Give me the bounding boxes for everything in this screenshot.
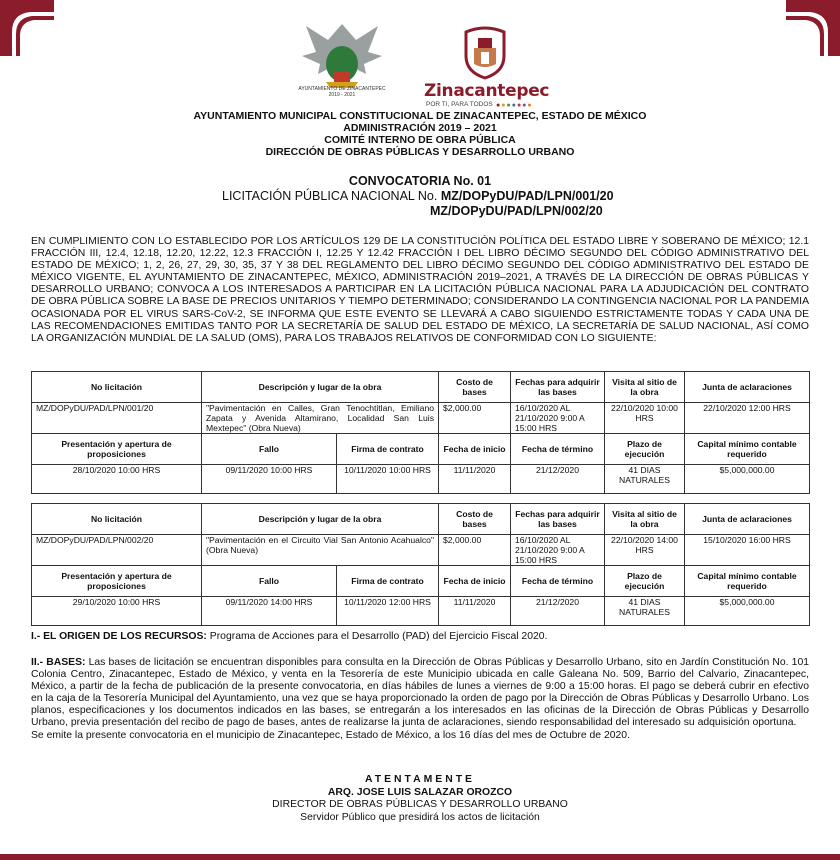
header-cell: Costo de bases bbox=[439, 372, 511, 403]
cell-junta: 22/10/2020 12:00 HRS bbox=[685, 403, 810, 434]
header-cell: Visita al sitio de la obra bbox=[605, 504, 685, 535]
brand-name: Zinacantepec bbox=[424, 81, 550, 101]
cell-firma: 10/11/2020 12:00 HRS bbox=[337, 597, 439, 626]
header-cell: Capital mínimo contable requerido bbox=[685, 566, 810, 597]
header-cell: Fecha de término bbox=[511, 566, 605, 597]
convocatoria-title-block bbox=[0, 174, 840, 189]
header-cell: Fechas para adquirir las bases bbox=[511, 372, 605, 403]
convocatoria-title: CONVOCATORIA No. 01 bbox=[348, 174, 492, 188]
header-cell: Fecha de inicio bbox=[439, 566, 511, 597]
table-header-row bbox=[32, 434, 810, 465]
table-header-row bbox=[32, 504, 810, 535]
origen-label: I.- EL ORIGEN DE LOS RECURSOS: bbox=[31, 631, 207, 642]
signature-block bbox=[0, 774, 840, 824]
signatory-role: Servidor Público que presidirá los actos de licitación bbox=[300, 811, 540, 823]
brand-tagline: POR TI, PARA TODOS bbox=[426, 101, 493, 108]
licitacion-line1 bbox=[222, 189, 614, 203]
signatory-name: ARQ. JOSE LUIS SALAZAR OROZCO bbox=[327, 786, 513, 798]
color-dots-icon: ●●●●●●● bbox=[496, 102, 533, 109]
cell-descripcion: "Pavimentación en Calles, Gran Tenochtitlan, Emiliano Zapata y Avenida Altamirano, Localidad San Luis Mextepec" (Obra Nueva) bbox=[202, 403, 439, 434]
header-cell: Junta de aclaraciones bbox=[685, 372, 810, 403]
header-cell: Fechas para adquirir las bases bbox=[511, 504, 605, 535]
cell-visita: 22/10/2020 10:00 HRS bbox=[605, 403, 685, 434]
cell-fallo: 09/11/2020 14:00 HRS bbox=[202, 597, 337, 626]
cell-termino: 21/12/2020 bbox=[511, 597, 605, 626]
cell-inicio: 11/11/2020 bbox=[439, 465, 511, 494]
cell-fechas-bases: 16/10/2020 AL 21/10/2020 9:00 A 15:00 HRS bbox=[511, 535, 605, 566]
header-cell: Descripción y lugar de la obra bbox=[202, 504, 439, 535]
table-header-row bbox=[32, 372, 810, 403]
header-cell: Presentación y apertura de proposiciones bbox=[32, 566, 202, 597]
header-cell: Capital mínimo contable requerido bbox=[685, 434, 810, 465]
header-cell: Presentación y apertura de proposiciones bbox=[32, 434, 202, 465]
cell-termino: 21/12/2020 bbox=[511, 465, 605, 494]
seal-caption bbox=[283, 86, 401, 98]
header-cell: Firma de contrato bbox=[337, 566, 439, 597]
logo-area bbox=[0, 14, 840, 109]
table-row bbox=[32, 403, 810, 434]
seal-caption-line2: 2019 - 2021 bbox=[328, 92, 356, 98]
header-cell: No licitación bbox=[32, 372, 202, 403]
table-row bbox=[32, 535, 810, 566]
cell-junta: 15/10/2020 16:00 HRS bbox=[685, 535, 810, 566]
cell-capital: $5,000,000.00 bbox=[685, 597, 810, 626]
cell-plazo: 41 DIAS NATURALES bbox=[605, 465, 685, 494]
cell-capital: $5,000,000.00 bbox=[685, 465, 810, 494]
cell-visita: 22/10/2020 14:00 HRS bbox=[605, 535, 685, 566]
cell-presentacion: 28/10/2020 10:00 HRS bbox=[32, 465, 202, 494]
cell-inicio: 11/11/2020 bbox=[439, 597, 511, 626]
cell-fechas-bases: 16/10/2020 AL 21/10/2020 9:00 A 15:00 HRS bbox=[511, 403, 605, 434]
cell-costo: $2,000.00 bbox=[439, 403, 511, 434]
header-cell: Costo de bases bbox=[439, 504, 511, 535]
cell-presentacion: 29/10/2020 10:00 HRS bbox=[32, 597, 202, 626]
cell-firma: 10/11/2020 10:00 HRS bbox=[337, 465, 439, 494]
cell-descripcion: "Pavimentación en el Circuito Vial San Antonio Acahualco" (Obra Nueva) bbox=[202, 535, 439, 566]
header-line1: AYUNTAMIENTO MUNICIPAL CONSTITUCIONAL DE ZINACANTEPEC, ESTADO DE MÉXICO bbox=[193, 110, 647, 122]
licitacion-number-1: MZ/DOPyDU/PAD/LPN/001/20 bbox=[440, 189, 614, 203]
cell-fallo: 09/11/2020 10:00 HRS bbox=[202, 465, 337, 494]
header-cell: Junta de aclaraciones bbox=[685, 504, 810, 535]
zinacantepec-shield-icon bbox=[462, 26, 508, 80]
cell-numero: MZ/DOPyDU/PAD/LPN/001/20 bbox=[32, 403, 202, 434]
attentamente: ATENTAMENTE bbox=[365, 774, 475, 785]
table-row bbox=[32, 465, 810, 494]
closing-statement: Se emite la presente convocatoria en el municipio de Zinacantepec, Estado de México, a los 16 días del mes de Octubre de 2020. bbox=[31, 729, 630, 741]
header-cell: Fecha de término bbox=[511, 434, 605, 465]
header-cell: Firma de contrato bbox=[337, 434, 439, 465]
header-line2: ADMINISTRACIÓN 2019 – 2021 bbox=[343, 122, 497, 134]
table-row bbox=[32, 597, 810, 626]
licitacion-table-1 bbox=[31, 371, 810, 494]
header-cell: Plazo de ejecución bbox=[605, 566, 685, 597]
origen-section bbox=[31, 631, 809, 643]
bases-section bbox=[31, 657, 809, 742]
header-cell: Fallo bbox=[202, 434, 337, 465]
bases-text: Las bases de licitación se encuentran disponibles para consulta en la Dirección de Obras Públicas y Desarrollo Urbano, sito en Jardín Constitución No. 101 Colonia Centro, Zinacantepec, Estado de México, y venta en la Tesorería de este Municipio ubicada en calle Galeana No. 509, Barrio del Calvario, Zinacantepec, México, a partir de la fecha de publicación de la presente convocatoria, en días hábiles de lunes a viernes de 9:00 a 15:00 horas. El pago se deberá cubrir en efectivo en la caja de la Tesorería Municipal del Ayuntamiento, una vez que se haya proporcionado la orden de pago por la Dirección de Obras Públicas y Desarrollo Urbano. Los planos, especificaciones y los documentos indicados en las bases, se entregarán a los interesados en las oficinas de la Dirección de Obras Públicas y Desarrollo Urbano, previa presentación del recibo de pago de bases, antes de realizarse la junta de aclaraciones, siendo responsabilidad del interesado su adquisición oportuna. bbox=[31, 657, 810, 729]
header-cell: Fallo bbox=[202, 566, 337, 597]
header-cell: No licitación bbox=[32, 504, 202, 535]
cell-numero: MZ/DOPyDU/PAD/LPN/002/20 bbox=[32, 535, 202, 566]
bottom-border-bar bbox=[0, 854, 840, 860]
intro-paragraph: EN CUMPLIMIENTO CON LO ESTABLECIDO POR LOS ARTÍCULOS 129 DE LA CONSTITUCIÓN POLÍTICA DEL ESTADO LIBRE Y SOBERANO DE MÉXICO; 12.1 FRACCIÓN III, 12.4, 12.18, 12.20, 12.22, 12.3 FRACCIÓN I, 12.25 Y 12.42 FRACCIÓN I DEL LIBRO DÉCIMO SEGUNDO DEL CÓDIGO ADMINISTRATIVO DEL ESTADO DE MÉXICO; 1, 2, 26, 27, 29, 30, 35, 37 Y 38 DEL REGLAMENTO DEL LIBRO DÉCIMO SEGUNDO DEL CÓDIGO ADMINISTRATIVO DEL ESTADO DE MÉXICO VIGENTE, EL AYUNTAMIENTO DE ZINACANTEPEC, MÉXICO, ADMINISTRACIÓN 2019–2021, A TRAVÉS DE LA DIRECCIÓN DE OBRAS PÚBLICAS Y DESARROLLO URBANO; CONVOCA A LOS INTERESADOS A PARTICIPAR EN LA LICITACIÓN PÚBLICA NACIONAL PARA LA ADJUDICACIÓN DEL CONTRATO DE OBRA PÚBLICA SOBRE LA BASE DE PRECIOS UNITARIOS Y TIEMPO DETERMINADO; CONSIDERANDO LA CONTINGENCIA NACIONAL POR LA PANDEMIA OCASIONADA POR EL VIRUS SARS-CoV-2, SE INFORMA QUE ESTE EVENTO SE LLEVARÁ A CABO SIGUIENDO ESTRICTAMENTE TODAS Y CADA UNA DE LAS RECOMENDACIONES EMITIDAS TANTO POR LA SECRETARÍA DE SALUD DEL ESTADO DE MÉXICO, LA SECRETARÍA DE SALUD NACIONAL, ASÍ COMO LA ORGANIZACIÓN MUNDIAL DE LA SALUD (OMS), PARA LOS TRABAJOS RELATIVOS DE CONFORMIDAD CON LO SIGUIENTE: bbox=[31, 236, 809, 344]
document-header bbox=[0, 110, 840, 158]
cell-plazo: 41 DIAS NATURALES bbox=[605, 597, 685, 626]
seal-caption-line1: AYUNTAMIENTO DE ZINACANTEPEC bbox=[298, 86, 386, 92]
licitacion-prefix: LICITACIÓN PÚBLICA NACIONAL No. bbox=[222, 189, 438, 203]
origen-text: Programa de Acciones para el Desarrollo (PAD) del Ejercicio Fiscal 2020. bbox=[209, 631, 548, 642]
cell-costo: $2,000.00 bbox=[439, 535, 511, 566]
bases-label: II.- BASES: bbox=[31, 657, 86, 668]
header-line4: DIRECCIÓN DE OBRAS PÚBLICAS Y DESARROLLO URBANO bbox=[265, 146, 575, 158]
header-line3: COMITÉ INTERNO DE OBRA PÚBLICA bbox=[324, 134, 516, 146]
header-cell: Descripción y lugar de la obra bbox=[202, 372, 439, 403]
signatory-title: DIRECTOR DE OBRAS PÚBLICAS Y DESARROLLO URBANO bbox=[272, 799, 568, 810]
header-cell: Fecha de inicio bbox=[439, 434, 511, 465]
header-cell: Visita al sitio de la obra bbox=[605, 372, 685, 403]
licitacion-number-2: MZ/DOPyDU/PAD/LPN/002/20 bbox=[430, 204, 603, 218]
table-header-row bbox=[32, 566, 810, 597]
licitacion-table-2 bbox=[31, 503, 810, 626]
header-cell: Plazo de ejecución bbox=[605, 434, 685, 465]
